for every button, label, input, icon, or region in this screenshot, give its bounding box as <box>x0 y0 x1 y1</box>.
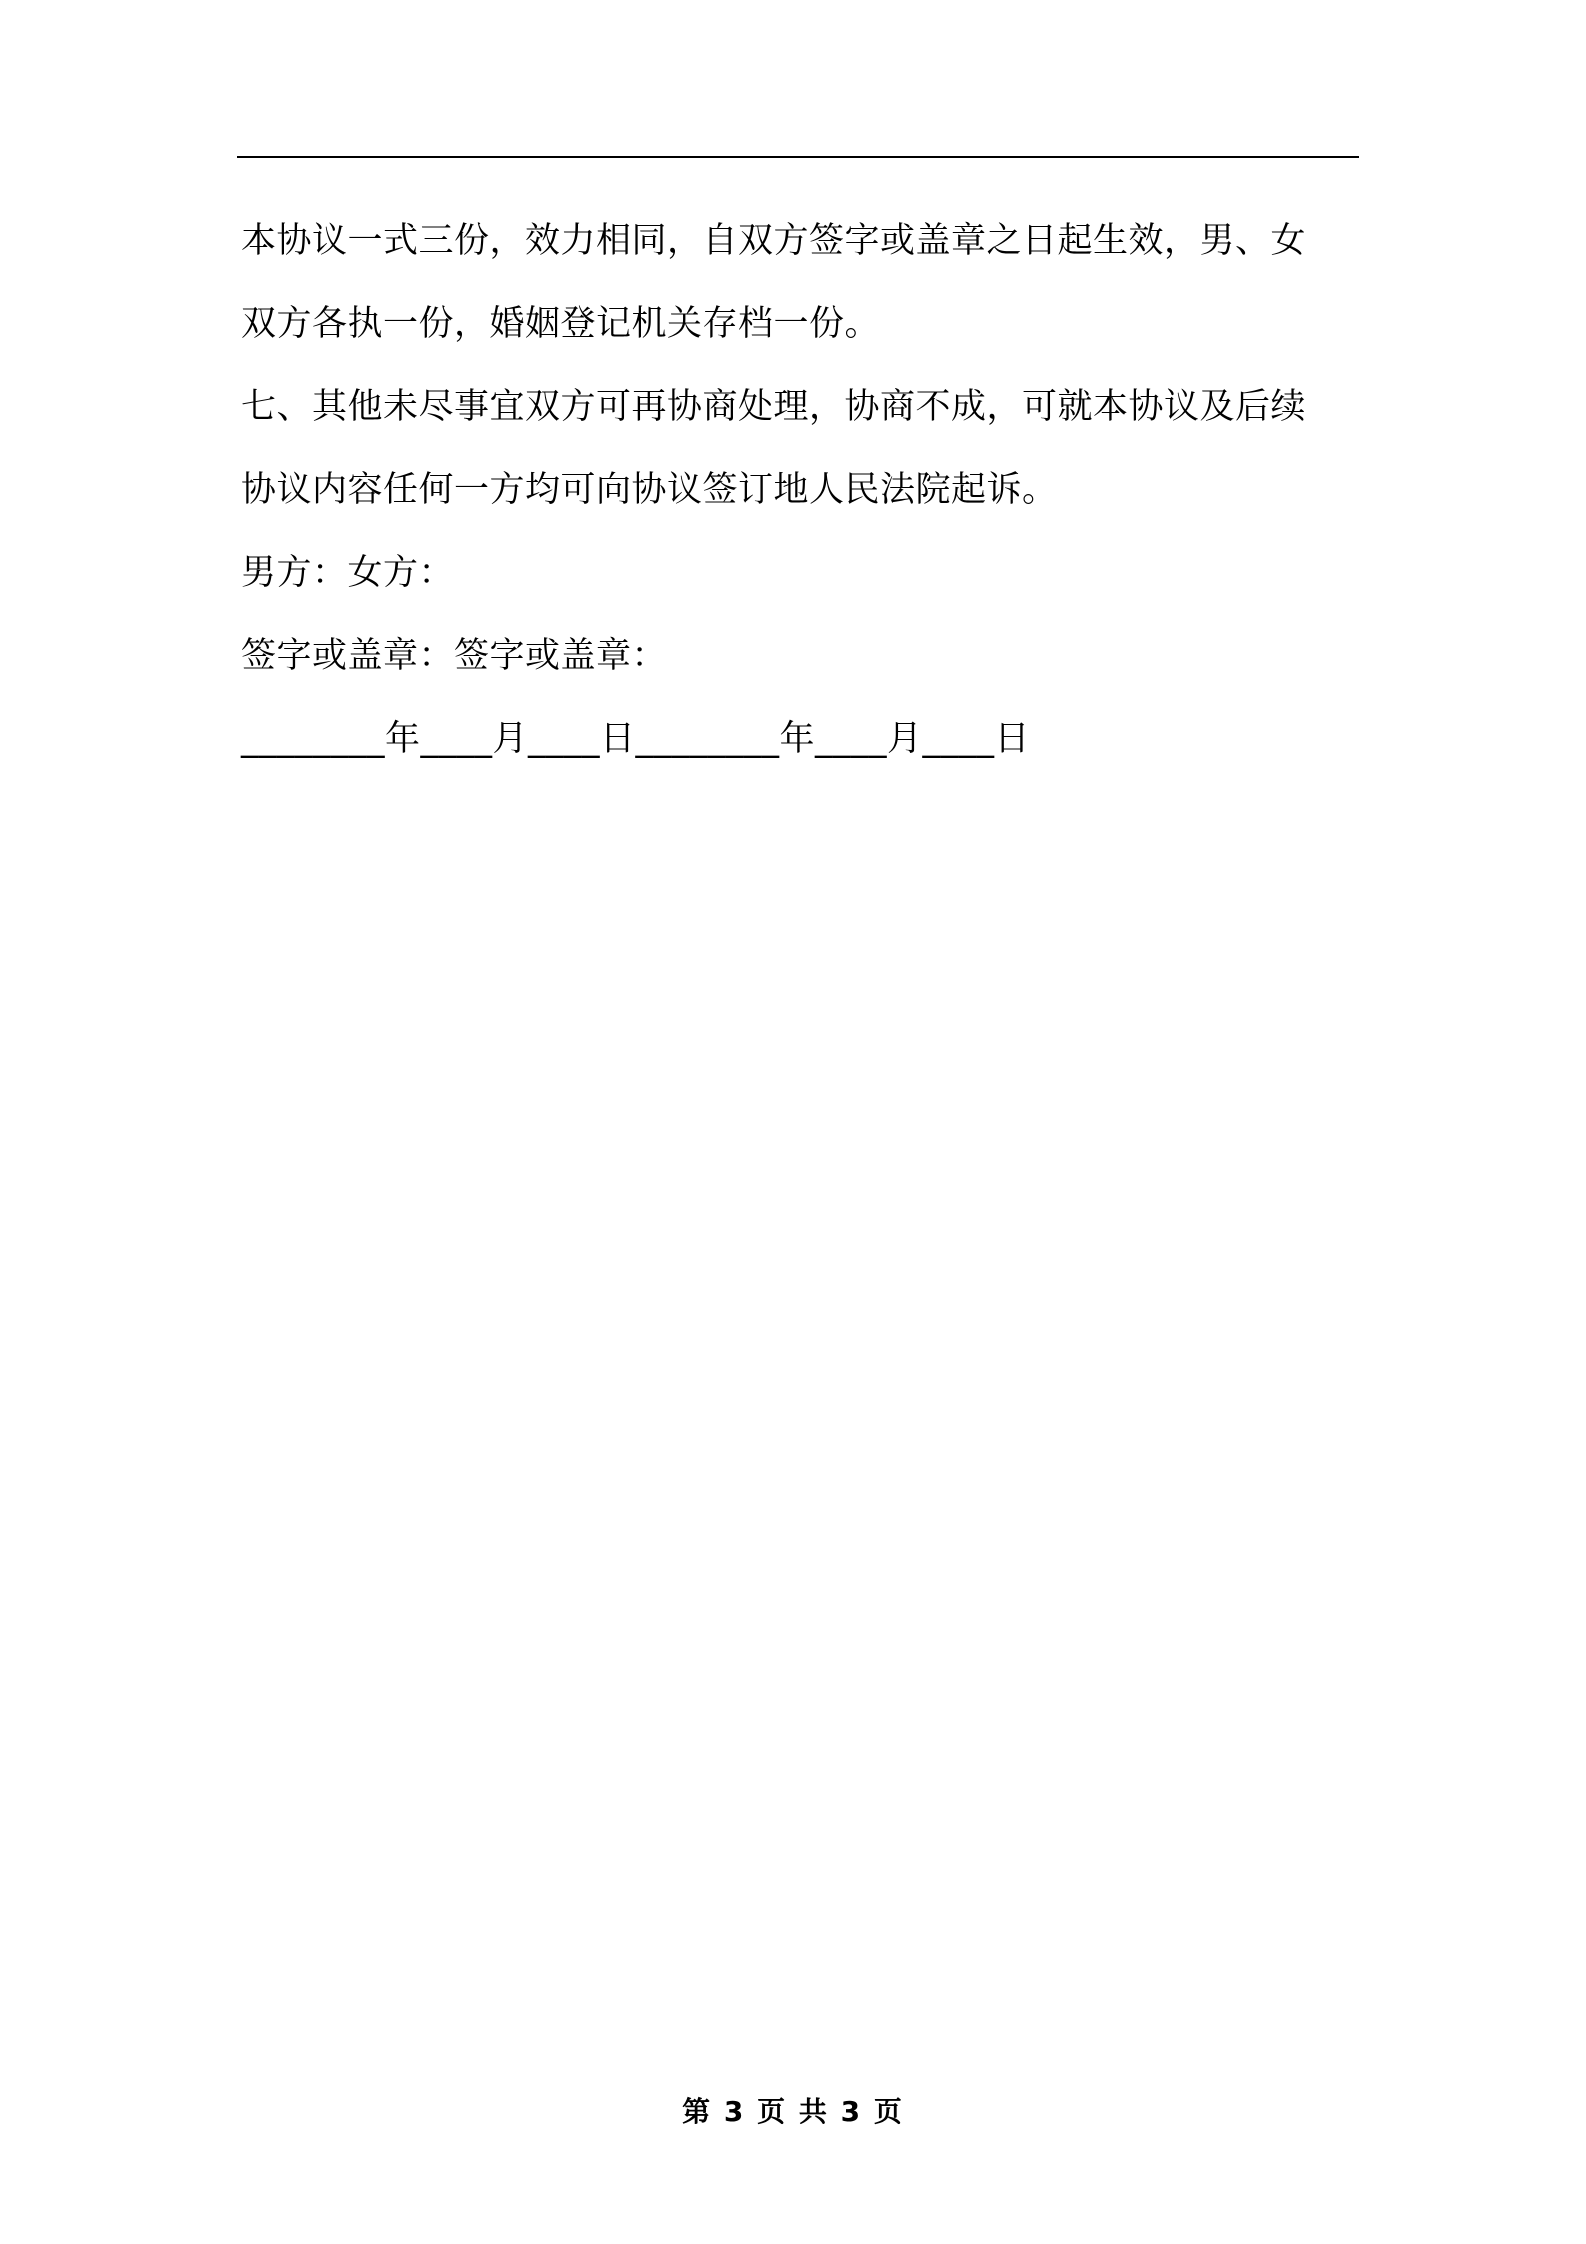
signature-line: 签字或盖章：签字或盖章： <box>241 636 668 676</box>
header-divider <box>237 156 1359 158</box>
date-line: ________年____月____日________年____月____日 <box>241 719 1031 759</box>
clause-seven-line-2: 协议内容任何一方均可向协议签订地人民法院起诉。 <box>241 470 1058 510</box>
document-body <box>241 200 1366 781</box>
parties-line: 男方：女方： <box>241 553 455 593</box>
agreement-copies-line-2: 双方各执一份，婚姻登记机关存档一份。 <box>241 304 881 344</box>
page-number: 第 3 页 共 3 页 <box>682 2095 904 2128</box>
clause-seven-line-1: 七、其他未尽事宜双方可再协商处理，协商不成，可就本协议及后续 <box>241 387 1307 427</box>
agreement-copies-line-1: 本协议一式三份，效力相同，自双方签字或盖章之日起生效，男、女 <box>241 221 1307 261</box>
